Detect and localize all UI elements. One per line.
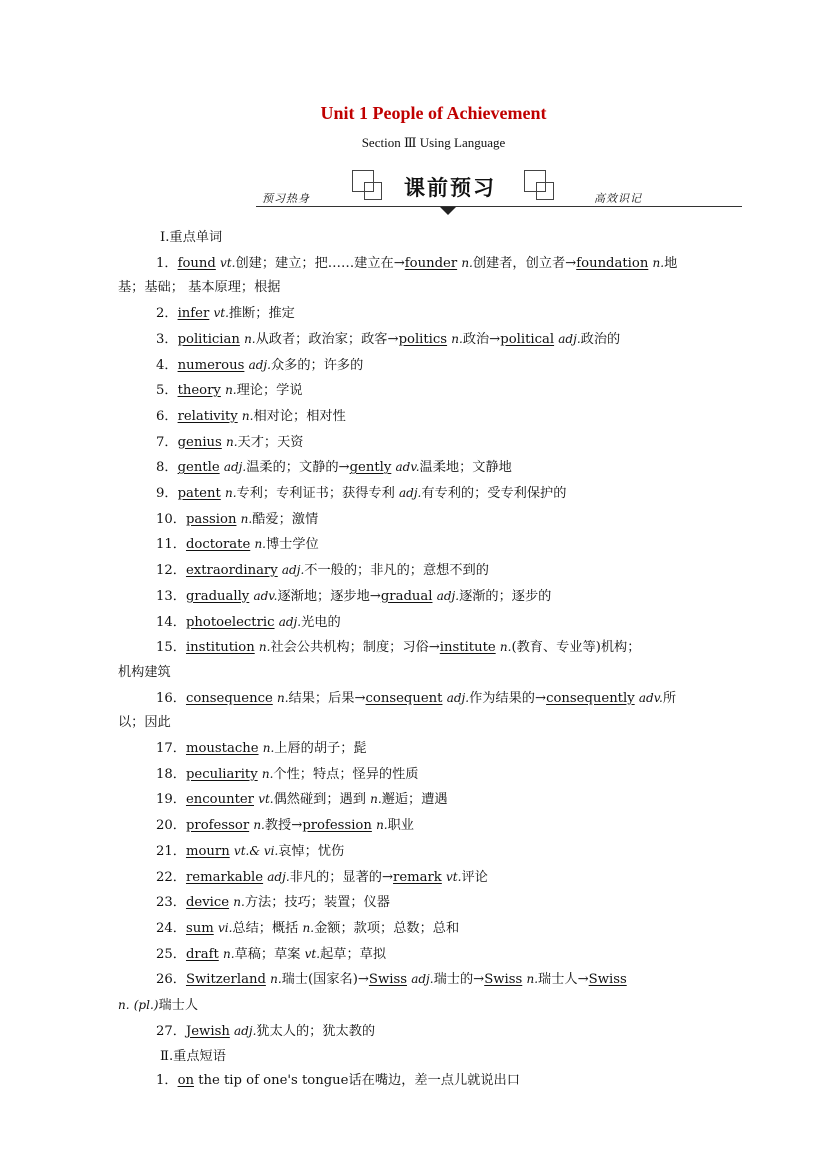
list-item: [118, 327, 710, 353]
entry-number: 25．: [156, 946, 186, 962]
list-item: [118, 251, 710, 277]
vocab-word: gradually: [185, 588, 250, 604]
definition: 瑞士(国家名)→: [281, 972, 369, 988]
part-of-speech: n.: [461, 255, 473, 270]
definition: 有专利的；受专利保护的: [421, 486, 567, 502]
part-of-speech: n.: [526, 972, 539, 987]
vocab-word: mourn: [185, 843, 230, 859]
part-of-speech: adj.: [248, 357, 271, 372]
list-item: [118, 762, 710, 788]
definition: 哀悼；忧伤: [278, 843, 345, 859]
list-item: [118, 558, 710, 584]
vocab-word: gradual: [380, 588, 433, 604]
definition: 众多的；许多的: [270, 357, 364, 373]
definition: 专利；专利证书；获得专利: [236, 486, 395, 502]
part-of-speech: n.: [261, 766, 274, 781]
entry-number: 16．: [156, 690, 186, 706]
definition: 偶然碰到；遇到: [273, 792, 366, 808]
part-of-speech: n.: [254, 537, 266, 552]
section-heading: Ⅱ.重点短语: [160, 1048, 226, 1064]
list-item: [118, 736, 710, 762]
definition: 不一般的；非凡的；意想不到的: [304, 563, 489, 579]
vocab-word: politics: [398, 331, 448, 347]
part-of-speech: n.: [258, 640, 271, 655]
vocab-word: politician: [177, 331, 240, 347]
vocab-word: Swiss: [368, 972, 407, 988]
list-item: [118, 635, 710, 661]
definition: 创建者，创立者→: [472, 255, 577, 271]
vocab-word: institution: [185, 640, 255, 656]
triangle-pointer-icon: [440, 207, 456, 215]
entry-number: 22．: [156, 869, 186, 885]
definition: 温柔地；文静地: [419, 460, 512, 476]
part-of-speech: adj.: [234, 1023, 257, 1038]
definition: 金额；款项；总数；总和: [314, 920, 460, 936]
part-of-speech: vt.: [220, 255, 236, 270]
entry-number: 4．: [156, 357, 178, 373]
definition: 基；基础； 基本原理；根据: [118, 280, 281, 296]
section-heading: Ⅰ.重点单词: [160, 230, 223, 245]
part-of-speech: n.: [270, 972, 282, 987]
list-item: [118, 507, 710, 533]
part-of-speech: n.: [222, 946, 235, 961]
definition: 方法；技巧；装置；仪器: [244, 895, 390, 911]
vocab-word: moustache: [185, 741, 259, 757]
vocab-word: Swiss: [484, 972, 523, 988]
list-item: [118, 1019, 710, 1045]
part-of-speech: adv.: [395, 460, 420, 475]
entry-number: 10．: [156, 511, 186, 527]
entry-number: 19．: [156, 792, 186, 808]
vocab-word: professor: [185, 818, 250, 834]
definition: 邂逅；遭遇: [381, 792, 448, 808]
phrase-list: [118, 1069, 710, 1094]
part-of-speech: vt.: [258, 792, 274, 807]
definition: 教授→: [264, 818, 303, 834]
decorative-square-icon: [536, 182, 554, 200]
part-of-speech: n.: [241, 408, 254, 423]
list-item: [118, 890, 710, 916]
vocab-word: gently: [349, 460, 392, 476]
part-of-speech: n.: [376, 818, 388, 833]
definition: 非凡的；显著的→: [289, 869, 394, 885]
part-of-speech: n.: [262, 741, 275, 756]
entry-number: 6．: [156, 408, 178, 424]
definition: the tip of one's tongue话在嘴边，差一点儿就说出口: [194, 1073, 520, 1089]
part-of-speech: vt.: [213, 306, 229, 321]
entry-number: 18．: [156, 766, 186, 782]
vocab-word: consequently: [546, 690, 635, 706]
list-item: [118, 532, 710, 558]
definition: (教育、专业等)机构；: [511, 640, 641, 656]
definition: 个性；特点；怪异的性质: [273, 766, 419, 782]
list-item: [118, 353, 710, 379]
definition: 光电的: [301, 614, 341, 630]
vocab-word: passion: [185, 511, 237, 527]
part-of-speech: adj.: [278, 614, 302, 629]
list-item: [118, 584, 710, 610]
definition: 天才；天资: [237, 434, 304, 450]
vocab-word: political: [500, 331, 555, 347]
banner-right-tag: 高效识记: [594, 192, 642, 205]
vocab-word: remark: [393, 869, 442, 885]
list-item: [118, 610, 710, 636]
part-of-speech: n.: [451, 331, 463, 346]
definition: 酷爱；激情: [252, 511, 319, 527]
entry-number: 7．: [156, 434, 178, 450]
list-item: [118, 430, 710, 456]
vocab-word: patent: [177, 486, 221, 502]
list-item: [118, 686, 710, 712]
part-of-speech: vt.& vi.: [233, 843, 279, 858]
definition: 所: [662, 690, 677, 706]
part-of-speech: n.: [118, 998, 130, 1013]
list-item: [118, 455, 710, 481]
part-of-speech: n.: [277, 690, 289, 705]
definition: 政治的: [580, 331, 621, 347]
vocab-word: on: [177, 1073, 195, 1089]
definition: 相对论；相对性: [253, 408, 346, 424]
vocab-word: extraordinary: [185, 563, 278, 579]
definition: 政治→: [462, 331, 501, 347]
entry-number: 9．: [156, 486, 178, 502]
part-of-speech: vi.: [217, 920, 233, 935]
part-of-speech: n.: [226, 434, 238, 449]
entry-number: 15．: [156, 640, 186, 656]
part-of-speech: n.: [499, 640, 512, 655]
part-of-speech: adj.: [558, 331, 581, 346]
part-of-speech: adj.: [446, 690, 470, 705]
vocab-word: numerous: [177, 357, 245, 373]
part-of-speech: vt.: [304, 946, 321, 961]
list-item-continuation: [118, 661, 710, 686]
definition: 逐渐的；逐步的: [459, 588, 552, 604]
vocab-word: Swiss: [588, 972, 627, 988]
list-item: [118, 942, 710, 968]
vocab-word: infer: [177, 306, 210, 322]
part-of-speech: adv.: [638, 690, 663, 705]
vocab-word: relativity: [177, 408, 238, 424]
entry-number: 2．: [156, 306, 178, 322]
part-of-speech: n.: [233, 895, 245, 910]
vocab-word: theory: [177, 383, 221, 399]
entry-number: 27．: [156, 1023, 186, 1039]
definition: 以；因此: [118, 715, 171, 731]
list-item: [118, 1069, 710, 1094]
vocab-word: Switzerland: [185, 972, 266, 988]
definition: 地: [664, 255, 678, 271]
definition: 总结；概括: [232, 920, 299, 936]
part-of-speech: n.: [225, 383, 237, 398]
definition: 机构建筑: [118, 664, 171, 680]
list-item-continuation: [118, 276, 710, 301]
entry-number: 23．: [156, 895, 186, 911]
vocab-word: remarkable: [185, 869, 264, 885]
vocab-word: sum: [185, 920, 214, 936]
vocab-word: Jewish: [185, 1023, 230, 1039]
vocab-word: consequence: [185, 690, 273, 706]
page-subtitle: Section Ⅲ Using Language: [361, 135, 506, 150]
vocab-word: photoelectric: [185, 614, 275, 630]
entry-number: 1．: [156, 255, 178, 271]
part-of-speech: vt.: [446, 869, 462, 884]
list-item: [118, 865, 710, 891]
banner-rule: [256, 206, 742, 207]
definition: 推断；推定: [228, 306, 295, 322]
part-of-speech: adj.: [281, 563, 305, 578]
vocab-word: gentle: [177, 460, 220, 476]
definition: 逐渐地；逐步地→: [277, 588, 381, 604]
vocab-word: encounter: [185, 792, 254, 808]
definition: 起草；草拟: [320, 946, 387, 962]
part-of-speech: (pl.): [133, 998, 159, 1013]
definition: 犹太人的；犹太教的: [256, 1023, 376, 1039]
definition: 瑞士的→: [433, 972, 485, 988]
list-item: [118, 916, 710, 942]
definition: 上唇的胡子；髭: [274, 741, 367, 757]
entry-number: 17．: [156, 741, 186, 757]
definition: 结果；后果→: [288, 690, 366, 706]
list-item-continuation: [118, 993, 710, 1019]
vocab-word: foundation: [576, 255, 649, 271]
entry-number: 1．: [156, 1073, 178, 1089]
vocab-word: institute: [439, 640, 496, 656]
decorative-square-icon: [364, 182, 382, 200]
entry-number: 13．: [156, 588, 186, 604]
part-of-speech: adj.: [223, 460, 247, 475]
definition: 职业: [387, 818, 414, 834]
banner-left-tag: 预习热身: [262, 192, 310, 205]
vocab-word: founder: [404, 255, 458, 271]
definition: 社会公共机构；制度；习俗→: [270, 640, 440, 656]
list-item: [118, 301, 710, 327]
list-item: [118, 378, 710, 404]
vocab-word: found: [177, 255, 216, 271]
part-of-speech: adv.: [253, 588, 278, 603]
vocab-word: profession: [302, 818, 372, 834]
part-of-speech: adj.: [411, 972, 434, 987]
part-of-speech: n.: [370, 792, 382, 807]
vocab-word: device: [185, 895, 230, 911]
list-item: [118, 787, 710, 813]
entry-number: 5．: [156, 383, 178, 399]
list-item: [118, 967, 710, 993]
definition: 作为结果的→: [469, 690, 547, 706]
part-of-speech: n.: [240, 511, 253, 526]
vocabulary-list: [118, 251, 710, 1045]
entry-number: 21．: [156, 843, 186, 859]
part-of-speech: adj.: [398, 486, 422, 501]
entry-number: 3．: [156, 331, 178, 347]
list-item: [118, 813, 710, 839]
vocab-word: consequent: [365, 690, 443, 706]
definition: 温柔的；文静的→: [246, 460, 350, 476]
definition: 从政者；政治家；政客→: [255, 331, 399, 347]
definition: 理论；学说: [236, 383, 303, 399]
vocab-word: doctorate: [185, 537, 251, 553]
page-title: Unit 1 People of Achievement: [320, 103, 547, 123]
vocab-word: genius: [177, 434, 222, 450]
part-of-speech: n.: [652, 255, 665, 270]
part-of-speech: n.: [224, 486, 237, 501]
part-of-speech: n.: [253, 818, 265, 833]
part-of-speech: adj.: [267, 869, 290, 884]
entry-number: 11．: [156, 537, 186, 553]
definition: 瑞士人→: [538, 972, 589, 988]
entry-number: 24．: [156, 920, 186, 936]
part-of-speech: n.: [244, 331, 256, 346]
definition: 瑞士人: [158, 998, 199, 1014]
entry-number: 14．: [156, 614, 186, 630]
entry-number: 26．: [156, 972, 186, 988]
list-item: [118, 404, 710, 430]
part-of-speech: n.: [302, 920, 315, 935]
vocab-word: draft: [185, 946, 219, 962]
entry-number: 8．: [156, 460, 178, 476]
list-item: [118, 481, 710, 507]
vocabulary-content: [118, 226, 710, 1094]
entry-number: 12．: [156, 563, 186, 579]
banner-title: 课前预习: [404, 176, 496, 200]
entry-number: 20．: [156, 818, 186, 834]
section-banner: [256, 168, 742, 218]
definition: 博士学位: [266, 537, 319, 553]
definition: 草稿；草案: [234, 946, 301, 962]
part-of-speech: adj.: [436, 588, 460, 603]
list-item-continuation: [118, 711, 710, 736]
vocab-word: peculiarity: [185, 766, 258, 782]
definition: 创建；建立；把……建立在→: [235, 255, 405, 271]
list-item: [118, 839, 710, 865]
definition: 评论: [461, 869, 488, 885]
